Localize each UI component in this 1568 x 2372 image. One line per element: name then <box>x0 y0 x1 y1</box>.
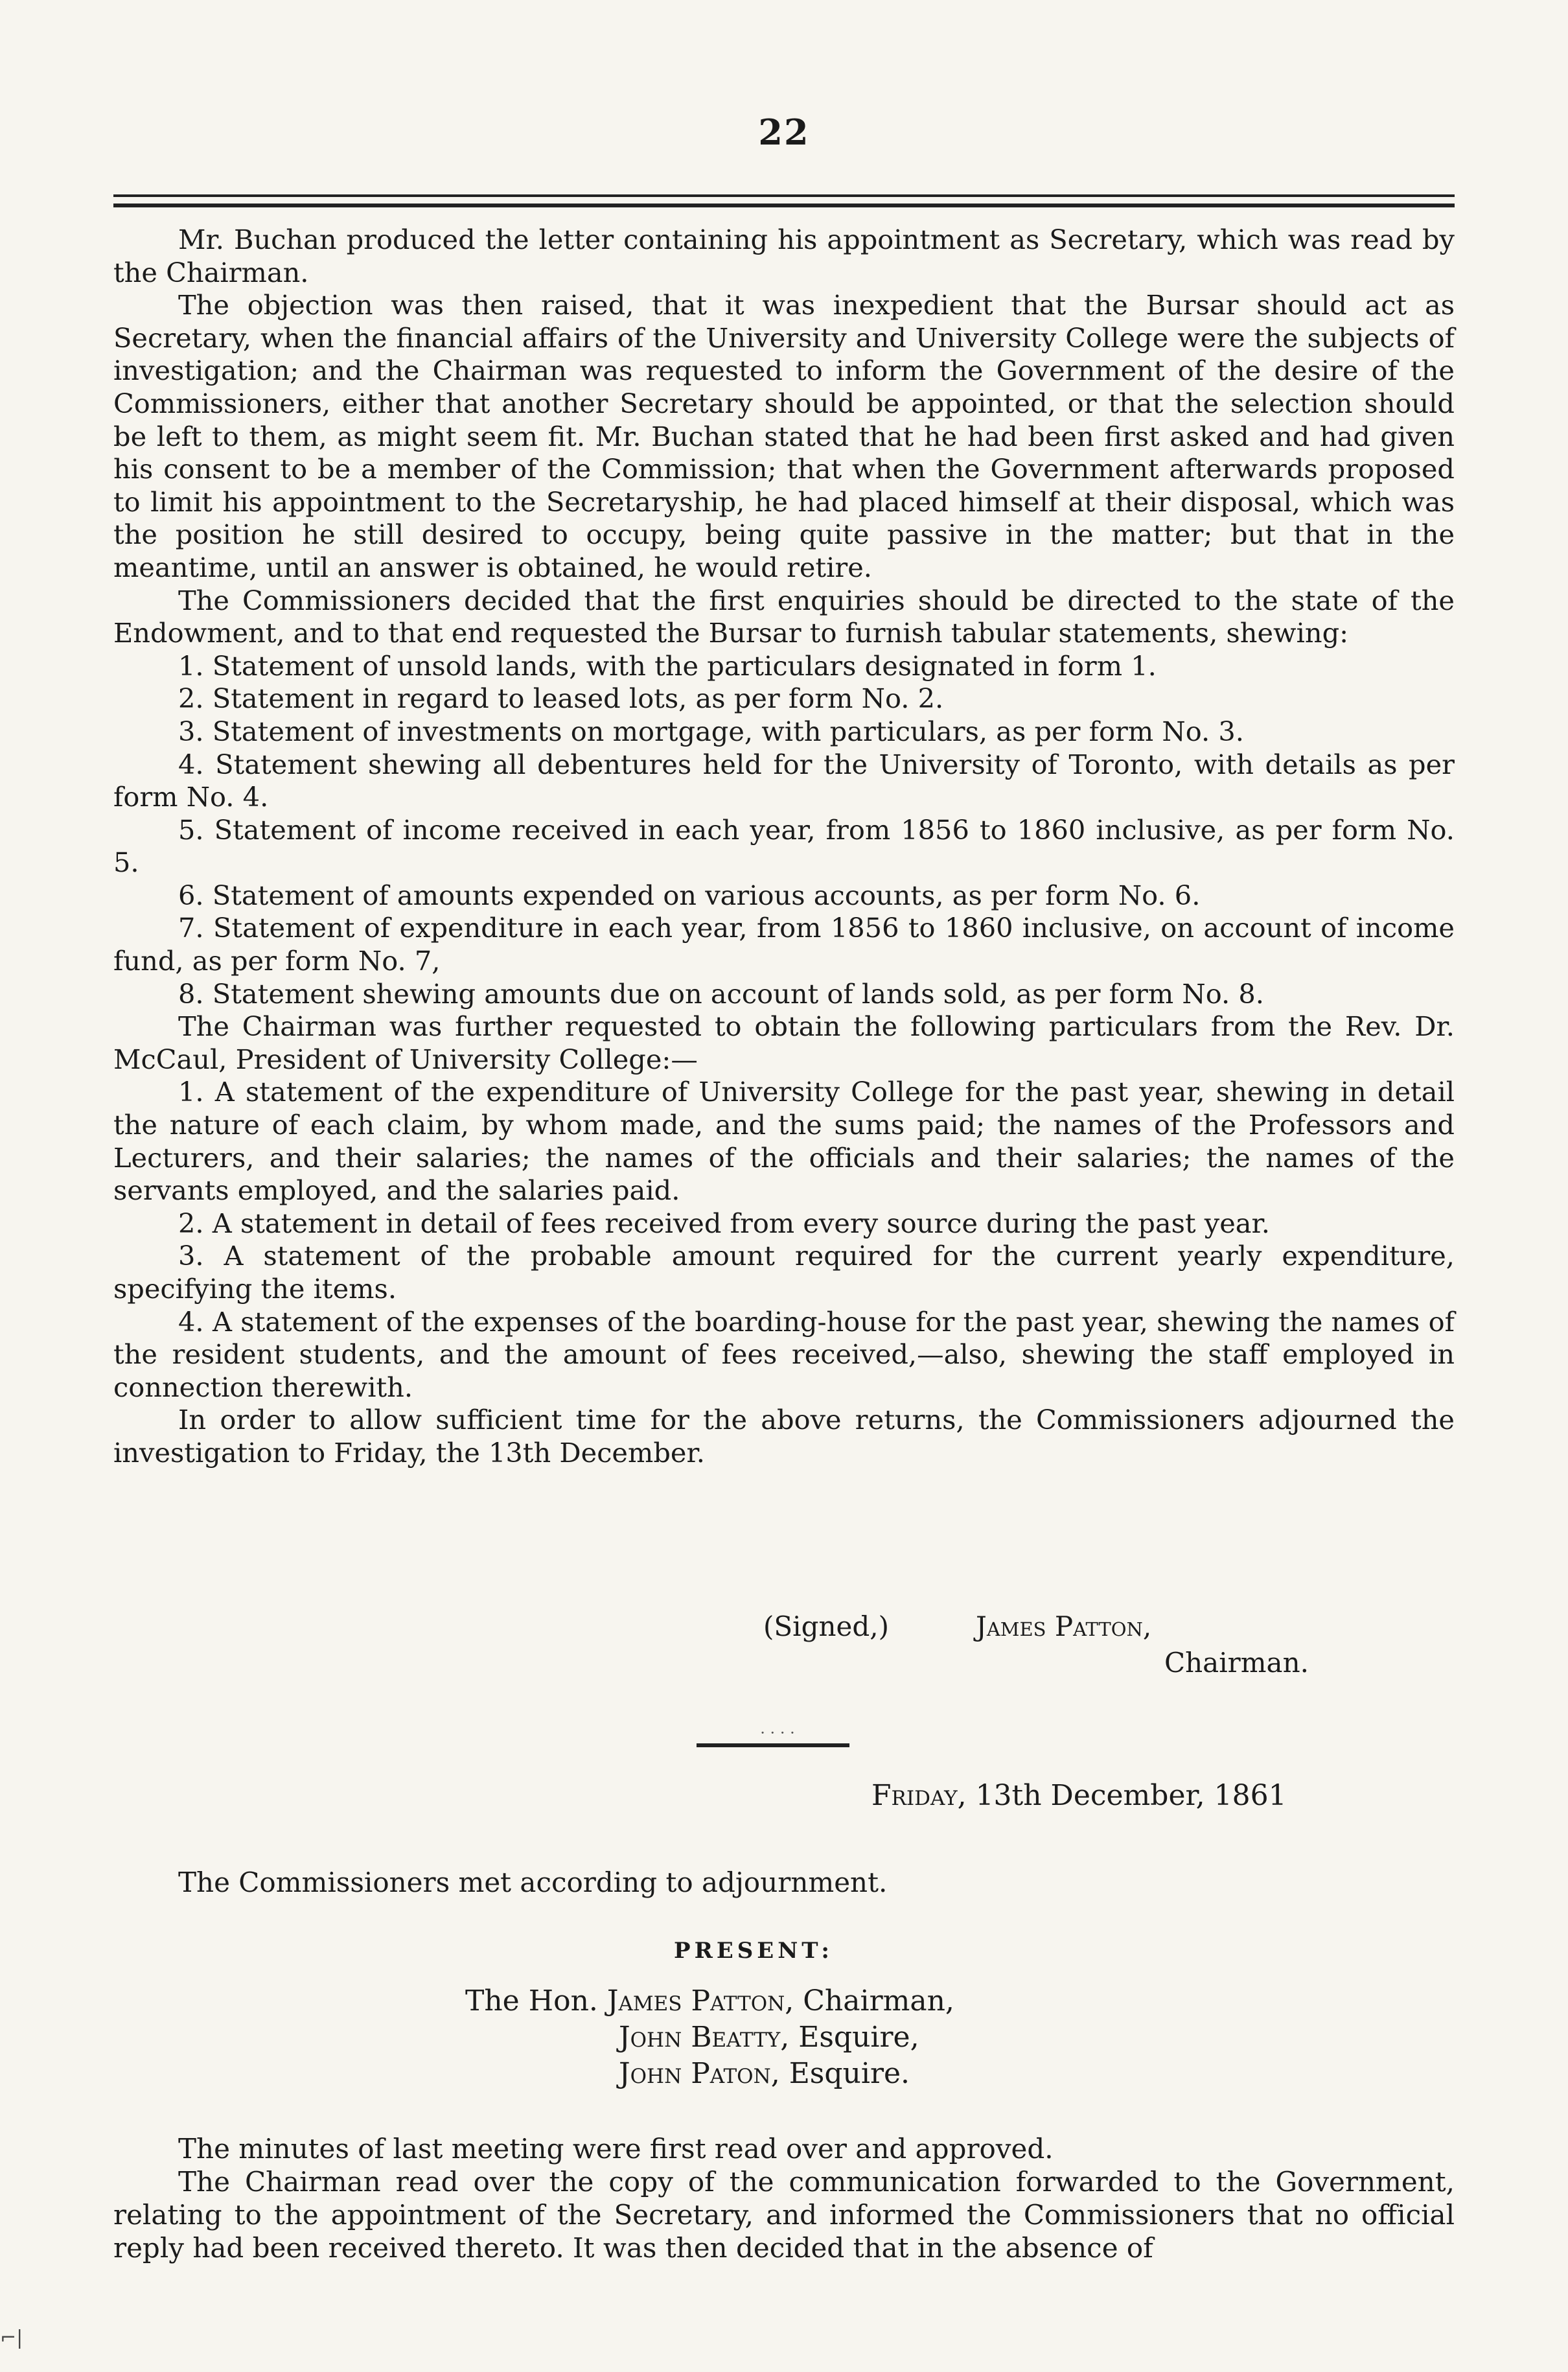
met-statement: The Commissioners met according to adjournment. <box>178 1866 888 1898</box>
member-suffix: , Esquire, <box>780 2021 919 2054</box>
scan-corner-mark: ⌐| <box>0 2327 23 2349</box>
signed-label: (Signed,) <box>763 1610 890 1642</box>
list-item: 4. A statement of the expenses of the boarding-house for the past year, shewing the names of the resident students, and the amount of fees received,—also, shewing the staff employed in connection therewith. <box>113 1305 1455 1403</box>
signatory-title: Chairman. <box>1164 1647 1309 1679</box>
closing-text <box>113 2132 1455 2264</box>
paragraph: The Chairman was further requested to obtain the following particulars from the Rev. Dr. McCaul, President of University College:— <box>113 1010 1455 1075</box>
member-entry <box>619 2019 919 2056</box>
member-entry <box>619 2056 910 2092</box>
member-entry <box>465 1983 954 2019</box>
section-ornament-dots: · · · · <box>760 1724 795 1742</box>
list-item: 1. Statement of unsold lands, with the particulars designated in form 1. <box>178 649 1157 682</box>
header-double-rule <box>113 194 1455 214</box>
member-name: John Beatty <box>619 2021 781 2054</box>
list-item: 1. A statement of the expenditure of University College for the past year, shewing in detail the nature of each claim, by whom made, and the sums paid; the names of the Professors and Lecturers, and their salaries; the names of the officials and their salaries; the names of the servants employed, and the salaries paid. <box>113 1076 1455 1207</box>
list-item: 2. A statement in detail of fees received from every source during the past year. <box>178 1207 1270 1239</box>
present-heading: PRESENT: <box>674 1938 833 1964</box>
list-item: 4. Statement shewing all debentures held for the University of Toronto, with details as per form No. 4. <box>113 748 1455 813</box>
member-name: John Paton <box>619 2057 771 2090</box>
member-suffix: , Esquire. <box>770 2057 910 2090</box>
paragraph: The objection was then raised, that it was inexpedient that the Bursar should act as Secretary, when the financial affairs of the University and University College were the subjects of investigation; and the Chairman was requested to inform the Government of the desire of the Commissioners, either that another Secretary should be appointed, or that the selection should be left to them, as might seem fit. Mr. Buchan stated that he had been first asked and had given his consent to be a member of the Commission; that when the Government afterwards proposed to limit his appointment to the Secretaryship, he had placed himself at their disposal, which was the position he still desired to occupy, being quite passive in the matter; but that in the meantime, until an answer is obtained, he would retire. <box>113 289 1455 583</box>
page-number: 22 <box>758 111 810 153</box>
paragraph: The Chairman read over the copy of the communication forwarded to the Government, relating to the appointment of the Secretary, and informed the Commissioners that no official reply had been received thereto. It was then decided that in the absence of <box>113 2166 1455 2264</box>
list-item: 6. Statement of amounts expended on various accounts, as per form No. 6. <box>178 879 1201 911</box>
signatory-name: James Patton, <box>976 1610 1152 1642</box>
list-item: 5. Statement of income received in each year, from 1856 to 1860 inclusive, as per form No. 5. <box>113 813 1455 879</box>
list-item: 8. Statement shewing amounts due on account of lands sold, as per form No. 8. <box>178 977 1264 1010</box>
member-prefix: The Hon. <box>465 1984 598 2017</box>
paragraph: The Commissioners decided that the first enquiries should be directed to the state of the Endowment, and to that end requested the Bursar to furnish tabular statements, shewing: <box>113 584 1455 649</box>
paragraph: The minutes of last meeting were first read over and approved. <box>178 2133 1054 2165</box>
section-divider <box>697 1743 849 1747</box>
meeting-date <box>871 1779 1287 1812</box>
list-item: 3. Statement of investments on mortgage, with particulars, as per form No. 3. <box>178 715 1244 747</box>
paragraph: Mr. Buchan produced the letter containing his appointment as Secretary, which was read by the Chairman. <box>113 224 1455 288</box>
minutes-body <box>113 224 1455 1470</box>
meeting-day: Friday, <box>871 1779 967 1812</box>
member-name: James Patton <box>606 1984 785 2017</box>
paragraph: In order to allow sufficient time for the above returns, the Commissioners adjourned the investigation to Friday, the 13th December. <box>113 1404 1455 1469</box>
list-item: 7. Statement of expenditure in each year, from 1856 to 1860 inclusive, on account of income fund, as per form No. 7, <box>113 912 1455 977</box>
member-suffix: , Chairman, <box>785 1984 954 2017</box>
list-item: 3. A statement of the probable amount required for the current yearly expenditure, specifying the items. <box>113 1240 1455 1305</box>
meeting-date-text: 13th December, 1861 <box>975 1779 1287 1812</box>
signature-block <box>0 1610 1568 1688</box>
list-item: 2. Statement in regard to leased lots, as per form No. 2. <box>178 682 944 715</box>
